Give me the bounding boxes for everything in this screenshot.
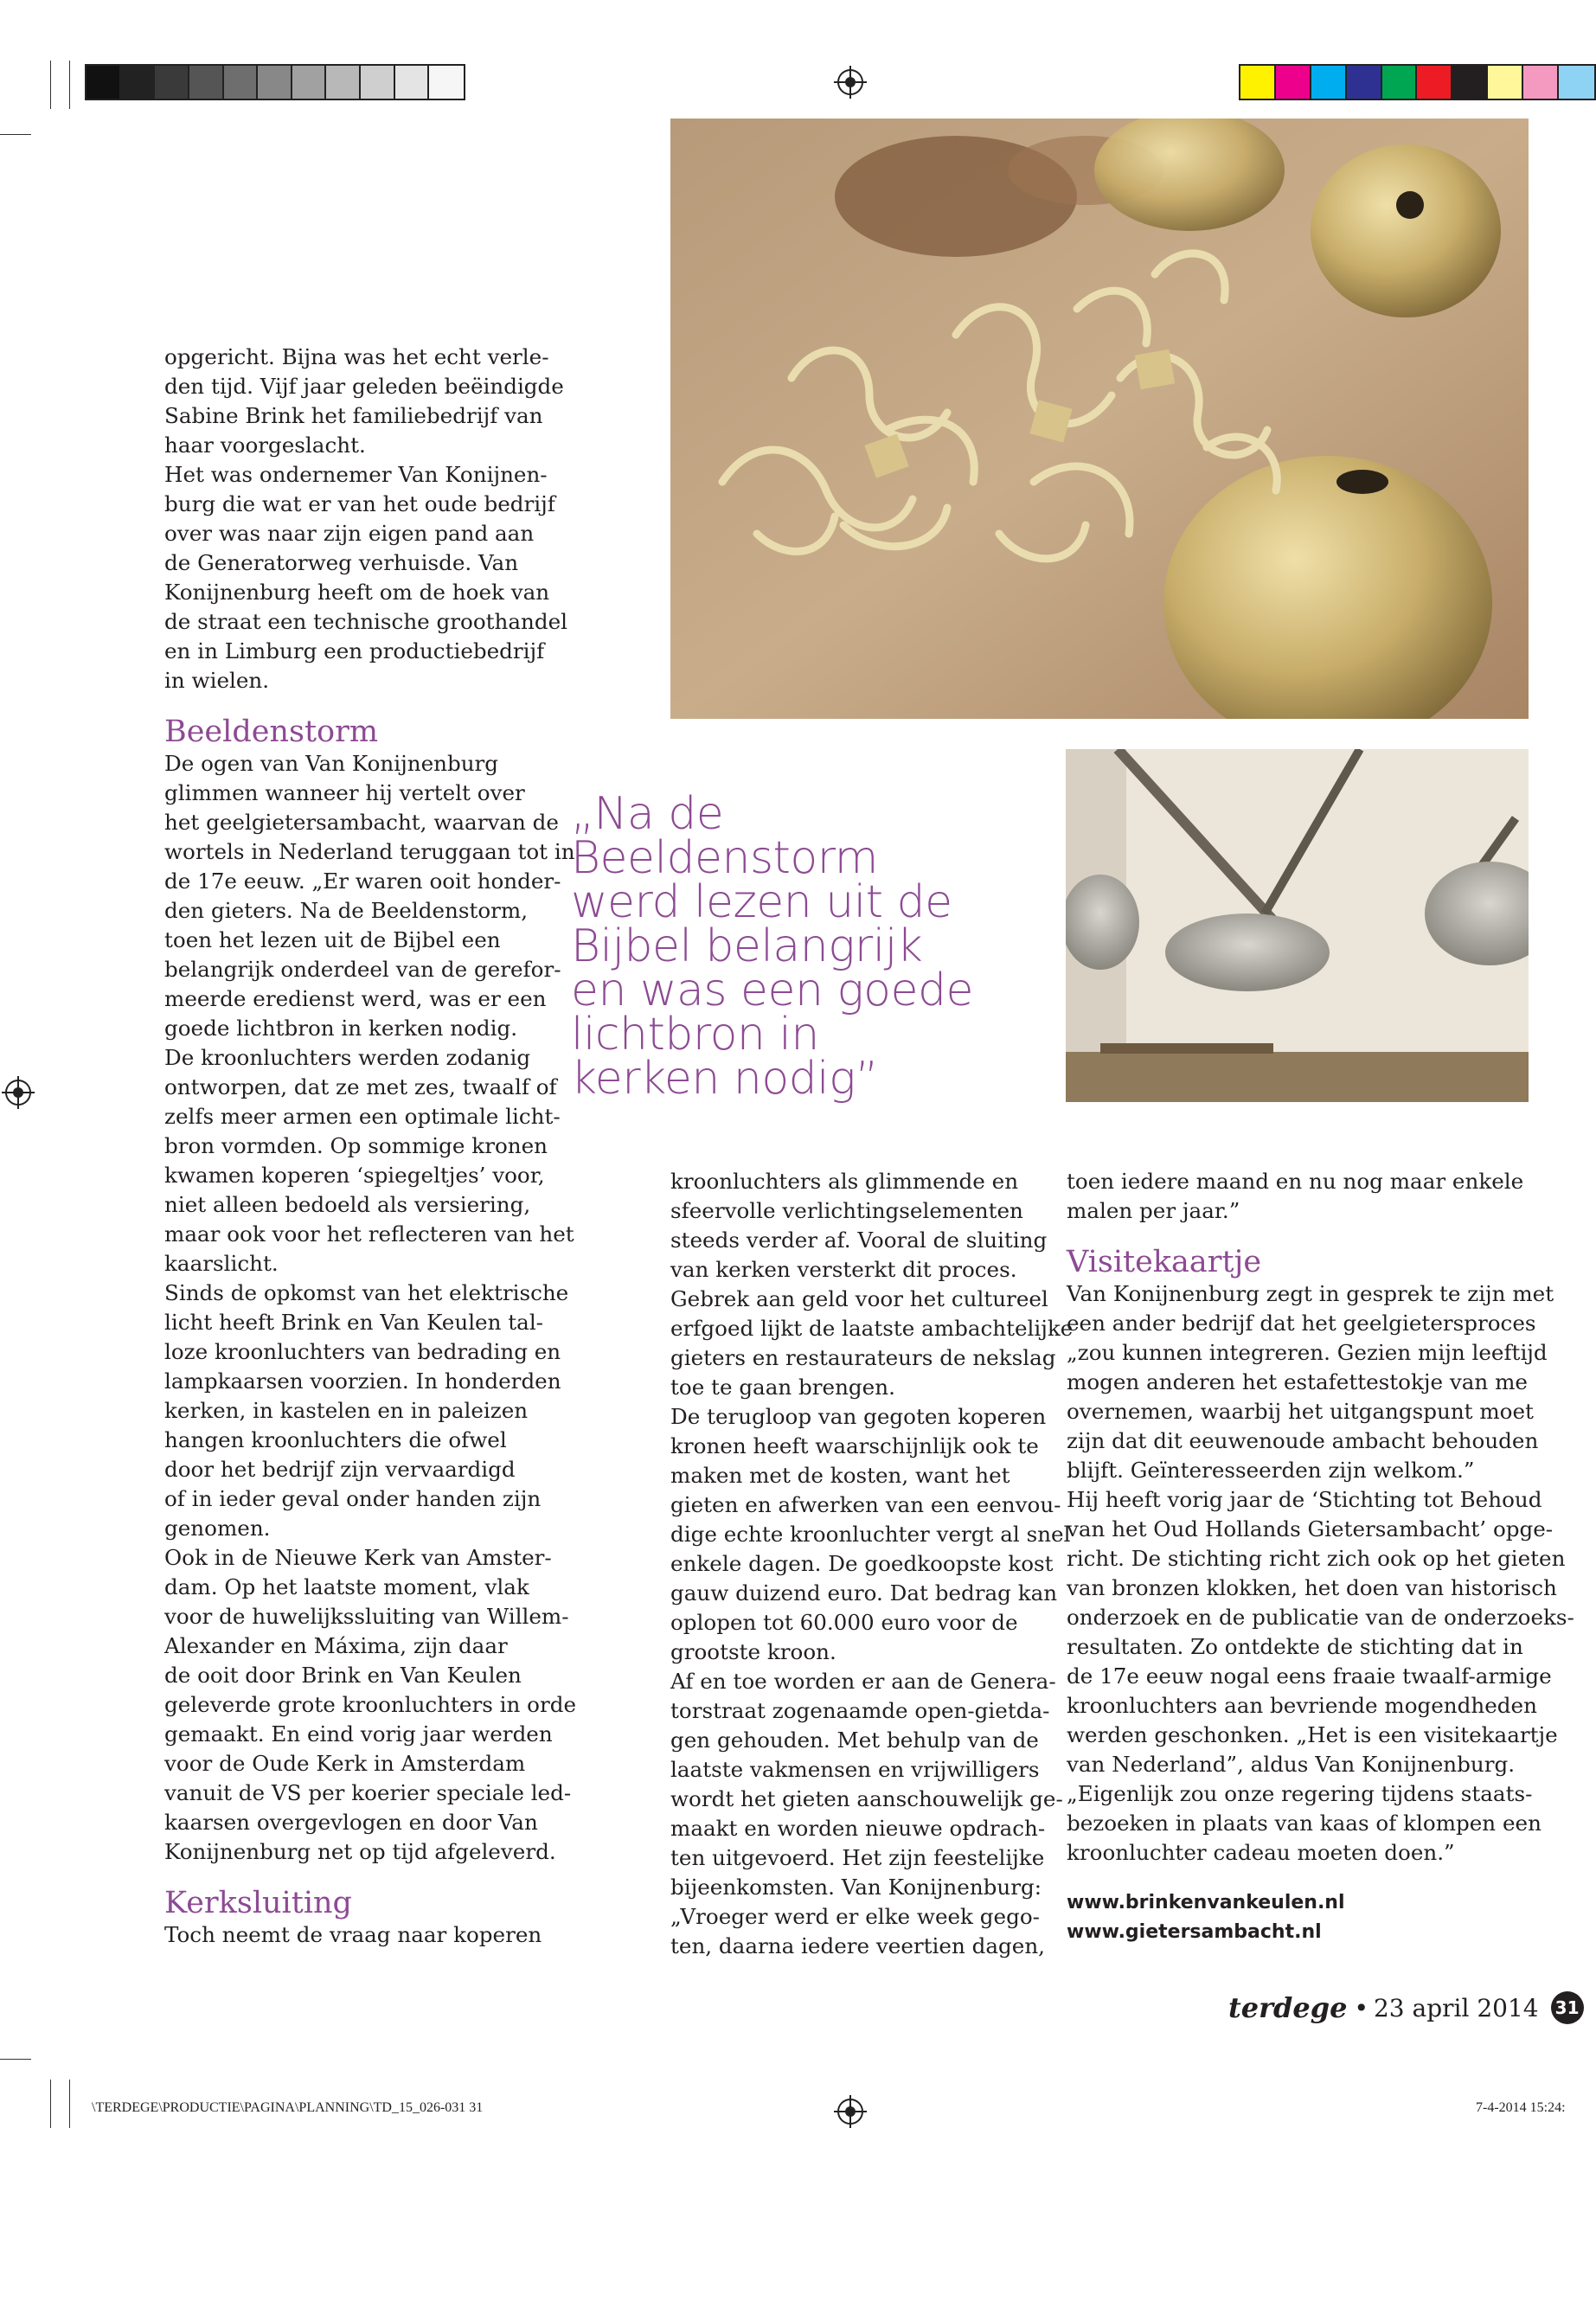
text-line: richt. De stichting richt zich ook op het gieten bbox=[1067, 1546, 1566, 1571]
text-line: van bronzen klokken, het doen van historisch bbox=[1067, 1575, 1557, 1600]
text-line: enkele dagen. De goedkoopste kost bbox=[670, 1551, 1054, 1576]
heading-visitekaartje: Visitekaartje bbox=[1067, 1245, 1262, 1279]
text-line: gieters en restaurateurs de nekslag bbox=[670, 1345, 1056, 1370]
color-swatch bbox=[1240, 66, 1276, 99]
text-line: Af en toe worden er aan de Genera- bbox=[670, 1669, 1056, 1694]
text-line: onderzoek en de publicatie van de onderzoeks- bbox=[1067, 1605, 1574, 1630]
text-line: goede lichtbron in kerken nodig. bbox=[164, 1016, 518, 1041]
text-line: licht heeft Brink en Van Keulen tal- bbox=[164, 1310, 543, 1335]
text-line: ten, daarna iedere veertien dagen, bbox=[670, 1933, 1045, 1958]
color-swatch bbox=[155, 66, 189, 99]
text-line: Sinds de opkomst van het elektrische bbox=[164, 1280, 569, 1305]
text-line: laatste vakmensen en vrijwilligers bbox=[670, 1757, 1040, 1782]
page-number: 31 bbox=[1551, 1991, 1584, 2024]
text-line: de ooit door Brink en Van Keulen bbox=[164, 1663, 522, 1688]
text-line: „Vroeger werd er elke week gego- bbox=[670, 1904, 1040, 1929]
text-line: belangrijk onderdeel van de gerefor- bbox=[164, 957, 561, 982]
text-line: kaarslicht. bbox=[164, 1251, 279, 1276]
text-line: een ander bedrijf dat het geelgietersproces bbox=[1067, 1311, 1536, 1336]
text-line: kaarsen overgevlogen en door Van bbox=[164, 1810, 538, 1835]
text-line: erfgoed lijkt de laatste ambachtelijke bbox=[670, 1316, 1074, 1341]
text-line: toe te gaan brengen. bbox=[670, 1375, 895, 1400]
text-line: „zou kunnen integreren. Gezien mijn leeftijd bbox=[1067, 1340, 1548, 1365]
text-line: blijft. Geïnteresseerden zijn welkom.” bbox=[1067, 1458, 1475, 1483]
column-1-paragraph-2 bbox=[164, 749, 576, 1867]
text-line: bezoeken in plaats van kaas of klompen een bbox=[1067, 1811, 1542, 1836]
text-line: Toch neemt de vraag naar koperen bbox=[164, 1922, 542, 1947]
slug-timestamp: 7-4-2014 15:24: bbox=[1476, 2100, 1566, 2115]
column-1-paragraph-3 bbox=[164, 1920, 576, 1950]
registration-mark-left bbox=[5, 1080, 31, 1106]
text-line: kronen heeft waarschijnlijk ook te bbox=[670, 1433, 1039, 1458]
text-line: bijeenkomsten. Van Konijnenburg: bbox=[670, 1875, 1042, 1900]
registration-mark-top bbox=[837, 69, 863, 95]
text-line: dige echte kroonluchter vergt al snel bbox=[670, 1522, 1071, 1547]
text-line: werden geschonken. „Het is een visitekaartje bbox=[1067, 1722, 1558, 1747]
text-line: Konijnenburg heeft om de hoek van bbox=[164, 580, 550, 605]
text-line: lichtbron in bbox=[571, 1009, 819, 1061]
text-line: kroonluchter cadeau moeten doen.” bbox=[1067, 1840, 1455, 1865]
text-line: mogen anderen het estafettestokje van me bbox=[1067, 1369, 1528, 1394]
color-swatch bbox=[1417, 66, 1452, 99]
color-swatch bbox=[121, 66, 156, 99]
text-line: maar ook voor het reflecteren van het bbox=[164, 1221, 574, 1247]
text-line: Van Konijnenburg zegt in gesprek te zijn met bbox=[1067, 1281, 1554, 1306]
column-3-paragraph-2 bbox=[1067, 1279, 1574, 1868]
text-line: over was naar zijn eigen pand aan bbox=[164, 521, 535, 546]
text-line: glimmen wanneer hij vertelt over bbox=[164, 780, 525, 805]
text-line: bron vormden. Op sommige kronen bbox=[164, 1133, 548, 1158]
column-3-paragraph-1 bbox=[1067, 1167, 1574, 1226]
text-line: van Nederland”, aldus Van Konijnenburg. bbox=[1067, 1752, 1516, 1777]
column-1-paragraph-1 bbox=[164, 343, 576, 695]
text-line: overnemen, waarbij het uitgangspunt moet bbox=[1067, 1399, 1534, 1424]
text-line: gieten en afwerken van een eenvou- bbox=[670, 1492, 1061, 1517]
text-line: kwamen koperen ‘spiegeltjes’ voor, bbox=[164, 1163, 545, 1188]
casting-ladles-image bbox=[1066, 749, 1529, 1102]
text-line: grootste kroon. bbox=[670, 1639, 836, 1664]
text-line: of in ieder geval onder handen zijn bbox=[164, 1486, 542, 1511]
text-line: door het bedrijf zijn vervaardigd bbox=[164, 1457, 516, 1482]
color-swatch bbox=[224, 66, 259, 99]
text-line: Gebrek aan geld voor het cultureel bbox=[670, 1286, 1048, 1311]
color-swatch bbox=[1276, 66, 1311, 99]
color-swatch bbox=[1559, 66, 1594, 99]
text-line: loze kroonluchters van bedrading en bbox=[164, 1339, 561, 1364]
url-brinkenvankeulen[interactable]: www.brinkenvankeulen.nl bbox=[1067, 1892, 1345, 1913]
text-line: malen per jaar.” bbox=[1067, 1198, 1240, 1223]
text-line: voor de Oude Kerk in Amsterdam bbox=[164, 1751, 526, 1776]
column-1 bbox=[164, 343, 576, 1950]
text-line: opgericht. Bijna was het echt verle- bbox=[164, 344, 549, 369]
color-swatch bbox=[1347, 66, 1382, 99]
footer-separator: • bbox=[1354, 1993, 1368, 2022]
heading-kerksluiting: Kerksluiting bbox=[164, 1886, 352, 1920]
color-swatch bbox=[361, 66, 395, 99]
text-line: Sabine Brink het familiebedrijf van bbox=[164, 403, 543, 428]
text-line: zelfs meer armen een optimale licht- bbox=[164, 1104, 561, 1129]
text-line: genomen. bbox=[164, 1516, 271, 1541]
text-line: ten uitgevoerd. Het zijn feestelijke bbox=[670, 1845, 1045, 1870]
text-line: maakt en worden nieuwe opdrach- bbox=[670, 1816, 1046, 1841]
text-line: De kroonluchters werden zodanig bbox=[164, 1045, 531, 1070]
magazine-logo: terdege bbox=[1228, 1991, 1348, 2024]
text-line: kroonluchters als glimmende en bbox=[670, 1169, 1019, 1194]
text-line: Konijnenburg net op tijd afgeleverd. bbox=[164, 1839, 556, 1864]
color-swatch bbox=[429, 66, 464, 99]
page-footer bbox=[1228, 1991, 1584, 2024]
text-line: in wielen. bbox=[164, 668, 270, 693]
text-line: De terugloop van gegoten koperen bbox=[670, 1404, 1047, 1429]
column-2-paragraph-1 bbox=[670, 1167, 1073, 1961]
color-swatch bbox=[1523, 66, 1559, 99]
text-line: Hij heeft vorig jaar de ‘Stichting tot Behoud bbox=[1067, 1487, 1542, 1512]
text-line: toen iedere maand en nu nog maar enkele bbox=[1067, 1169, 1524, 1194]
text-line: de 17e eeuw. „Er waren ooit honder- bbox=[164, 868, 561, 894]
text-line: Beeldenstorm bbox=[571, 832, 878, 884]
color-swatch bbox=[87, 66, 121, 99]
text-line: steeds verder af. Vooral de sluiting bbox=[670, 1227, 1048, 1253]
text-line: Bijbel belangrijk bbox=[571, 920, 923, 972]
text-line: gemaakt. En eind vorig jaar werden bbox=[164, 1721, 553, 1747]
color-swatch bbox=[258, 66, 292, 99]
text-line: gauw duizend euro. Dat bedrag kan bbox=[670, 1580, 1058, 1606]
text-line: de Generatorweg verhuisde. Van bbox=[164, 550, 519, 575]
text-line: van het Oud Hollands Gietersambacht’ opge- bbox=[1067, 1516, 1554, 1541]
photo-chandelier-parts bbox=[670, 119, 1529, 719]
text-line: werd lezen uit de bbox=[571, 876, 952, 928]
text-line: zijn dat dit eeuwenoude ambacht behouden bbox=[1067, 1428, 1539, 1453]
text-line: Alexander en Máxima, zijn daar bbox=[164, 1633, 508, 1658]
text-line: burg die wat er van het oude bedrijf bbox=[164, 491, 555, 516]
text-line: de straat een technische groothandel bbox=[164, 609, 568, 634]
grey-color-bar bbox=[85, 64, 465, 100]
text-line: hangen kroonluchters die ofwel bbox=[164, 1427, 507, 1452]
text-line: wordt het gieten aanschouwelijk ge- bbox=[670, 1786, 1063, 1811]
text-line: niet alleen bedoeld als versiering, bbox=[164, 1192, 531, 1217]
text-line: ontworpen, dat ze met zes, twaalf of bbox=[164, 1074, 557, 1099]
color-swatch bbox=[326, 66, 361, 99]
text-line: Ook in de Nieuwe Kerk van Amster- bbox=[164, 1545, 552, 1570]
text-line: kerken nodig” bbox=[571, 1053, 879, 1105]
registration-mark-bottom bbox=[837, 2099, 863, 2125]
text-line: kerken, in kastelen en in paleizen bbox=[164, 1398, 529, 1423]
text-line: wortels in Nederland teruggaan tot in bbox=[164, 839, 575, 864]
color-swatch bbox=[189, 66, 224, 99]
text-line: het geelgietersambacht, waarvan de bbox=[164, 810, 559, 835]
text-line: den gieters. Na de Beeldenstorm, bbox=[164, 898, 529, 923]
column-3 bbox=[1067, 1167, 1574, 1947]
text-line: „Eigenlijk zou onze regering tijdens staats- bbox=[1067, 1781, 1533, 1806]
text-line: „Na de bbox=[571, 788, 724, 840]
text-line: dam. Op het laatste moment, vlak bbox=[164, 1574, 529, 1599]
text-line: van kerken versterkt dit proces. bbox=[670, 1257, 1017, 1282]
text-line: de 17e eeuw nogal eens fraaie twaalf-armige bbox=[1067, 1663, 1552, 1689]
color-swatch bbox=[1488, 66, 1523, 99]
text-line: resultaten. Zo ontdekte de stichting dat in bbox=[1067, 1634, 1523, 1659]
text-line: oplopen tot 60.000 euro voor de bbox=[670, 1610, 1018, 1635]
text-line: kroonluchters aan bevriende mogendheden bbox=[1067, 1693, 1537, 1718]
text-line: en in Limburg een productiebedrijf bbox=[164, 638, 545, 663]
url-gietersambacht[interactable]: www.gietersambacht.nl bbox=[1067, 1921, 1322, 1943]
chandelier-parts-image bbox=[670, 119, 1529, 719]
process-color-bar bbox=[1239, 64, 1596, 100]
text-line: den tijd. Vijf jaar geleden beëindigde bbox=[164, 374, 564, 399]
text-line: torstraat zogenaamde open-gietda- bbox=[670, 1698, 1050, 1723]
text-line: De ogen van Van Konijnenburg bbox=[164, 751, 499, 776]
color-swatch bbox=[292, 66, 327, 99]
slug-file-path: \TERDEGE\PRODUCTIE\PAGINA\PLANNING\TD_15_026-031 31 bbox=[92, 2100, 484, 2115]
text-line: Het was ondernemer Van Konijnen- bbox=[164, 462, 548, 487]
pull-quote bbox=[571, 788, 1055, 1105]
photo-casting-ladles bbox=[1066, 749, 1529, 1102]
text-line: lampkaarsen voorzien. In honderden bbox=[164, 1368, 561, 1394]
text-line: haar voorgeslacht. bbox=[164, 433, 366, 458]
text-line: maken met de kosten, want het bbox=[670, 1463, 1010, 1488]
text-line: toen het lezen uit de Bijbel een bbox=[164, 927, 501, 952]
color-swatch bbox=[395, 66, 430, 99]
column-2 bbox=[670, 1167, 1073, 1961]
color-swatch bbox=[1452, 66, 1488, 99]
text-line: en was een goede bbox=[571, 965, 973, 1016]
text-line: geleverde grote kroonluchters in orde bbox=[164, 1692, 577, 1717]
color-swatch bbox=[1382, 66, 1418, 99]
text-line: voor de huwelijkssluiting van Willem- bbox=[164, 1604, 569, 1629]
text-line: vanuit de VS per koerier speciale led- bbox=[164, 1780, 572, 1805]
text-line: gen gehouden. Met behulp van de bbox=[670, 1727, 1039, 1753]
color-swatch bbox=[1311, 66, 1347, 99]
heading-beeldenstorm: Beeldenstorm bbox=[164, 715, 379, 749]
text-line: meerde eredienst werd, was er een bbox=[164, 986, 547, 1011]
issue-date: 23 april 2014 bbox=[1373, 1993, 1539, 2022]
text-line: sfeervolle verlichtingselementen bbox=[670, 1198, 1023, 1223]
